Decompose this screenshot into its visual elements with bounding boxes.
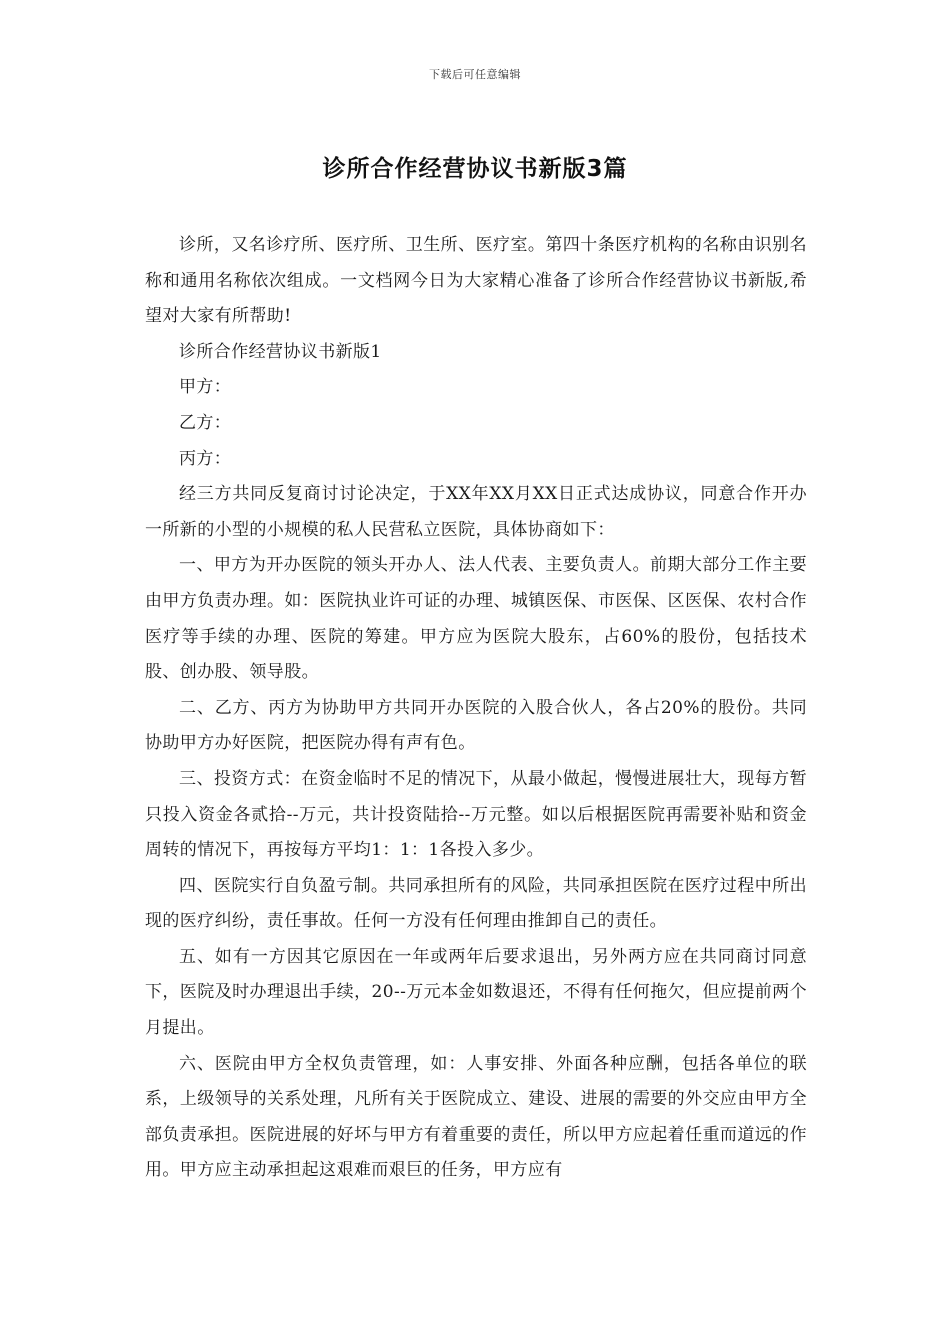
paragraph-clause-1: 一、甲方为开办医院的领头开办人、法人代表、主要负责人。前期大部分工作主要由甲方负责办理。如：医院执业许可证的办理、城镇医保、市医保、区医保、农村合作医疗等手续的办理、医院的筹建。甲方应为医院大股东，占60%的股份，包括技术股、创办股、领导股。 xyxy=(145,555,807,683)
document-title: 诊所合作经营协议书新版3篇 xyxy=(322,156,628,182)
document-body xyxy=(145,228,807,1189)
paragraph-party-a: 甲方： xyxy=(179,377,232,398)
paragraph-clause-3: 三、投资方式：在资金临时不足的情况下，从最小做起，慢慢进展壮大，现每方暂只投入资金各贰拾--万元，共计投资陆拾--万元整。如以后根据医院再需要补贴和资金周转的情况下，再按每方平均1：1：1各投入多少。 xyxy=(145,768,807,861)
paragraph-section-heading: 诊所合作经营协议书新版1 xyxy=(179,341,382,362)
paragraph-clause-6: 六、医院由甲方全权负责管理，如：人事安排、外面各种应酬，包括各单位的联系，上级领导的关系处理，凡所有关于医院成立、建设、进展的需要的外交应由甲方全部负责承担。医院进展的好坏与甲方有着重要的责任，所以甲方应起着任重而道远的作用。甲方应主动承担起这艰难而艰巨的任务，甲方应有 xyxy=(145,1053,807,1181)
paragraph-party-b: 乙方： xyxy=(179,412,232,433)
paragraph-clause-5: 五、如有一方因其它原因在一年或两年后要求退出，另外两方应在共同商讨同意下，医院及时办理退出手续，20--万元本金如数退还，不得有任何拖欠，但应提前两个月提出。 xyxy=(145,946,807,1039)
header-note: 下载后可任意编辑 xyxy=(429,68,521,81)
paragraph-intro: 诊所，又名诊疗所、医疗所、卫生所、医疗室。第四十条医疗机构的名称由识别名称和通用名称依次组成。一文档网今日为大家精心准备了诊所合作经营协议书新版,希望对大家有所帮助! xyxy=(145,235,807,327)
paragraph-party-c: 丙方： xyxy=(179,448,232,469)
paragraph-clause-2: 二、乙方、丙方为协助甲方共同开办医院的入股合伙人，各占20%的股份。共同协助甲方办好医院，把医院办得有声有色。 xyxy=(145,697,807,754)
paragraph-agreement: 经三方共同反复商讨讨论决定，于XX年XX月XX日正式达成协议，同意合作开办一所新的小型的小规模的私人民营私立医院，具体协商如下： xyxy=(145,484,807,540)
paragraph-clause-4: 四、医院实行自负盈亏制。共同承担所有的风险，共同承担医院在医疗过程中所出现的医疗纠纷，责任事故。任何一方没有任何理由推卸自己的责任。 xyxy=(145,875,807,932)
